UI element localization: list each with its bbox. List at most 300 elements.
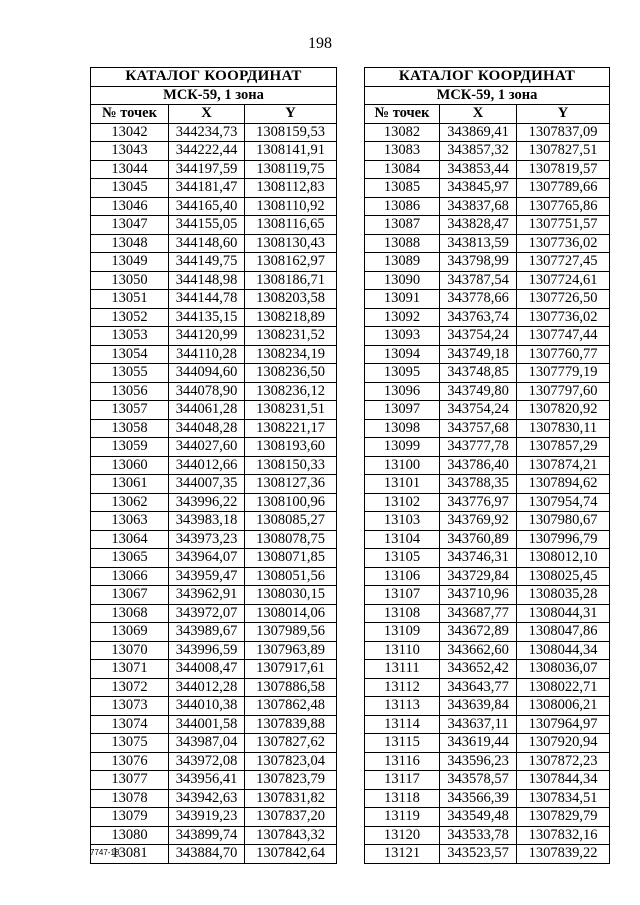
cell-y: 1307964,97	[517, 715, 610, 734]
cell-point-number: 13068	[91, 604, 169, 623]
cell-point-number: 13092	[365, 308, 440, 327]
table-row	[365, 567, 610, 586]
cell-x: 344110,28	[169, 345, 245, 364]
cell-y: 1307834,51	[517, 789, 610, 808]
cell-x: 344008,47	[169, 660, 245, 679]
table-row	[91, 512, 337, 531]
table-row	[365, 512, 610, 531]
table-row	[91, 808, 337, 827]
cell-y: 1308236,50	[245, 364, 337, 383]
cell-point-number: 13098	[365, 419, 440, 438]
column-header-point-number: № точек	[91, 105, 169, 124]
cell-x: 343760,89	[440, 530, 517, 549]
table-row	[365, 456, 610, 475]
table-row	[365, 549, 610, 568]
table-row	[365, 216, 610, 235]
cell-point-number: 13046	[91, 197, 169, 216]
cell-x: 344144,78	[169, 290, 245, 309]
cell-y: 1307831,82	[245, 789, 337, 808]
cell-x: 344027,60	[169, 438, 245, 457]
cell-x: 343672,89	[440, 623, 517, 642]
table-row	[365, 493, 610, 512]
cell-point-number: 13093	[365, 327, 440, 346]
cell-x: 343687,77	[440, 604, 517, 623]
cell-x: 343959,47	[169, 567, 245, 586]
cell-point-number: 13106	[365, 567, 440, 586]
table-row	[91, 197, 337, 216]
table-row	[365, 752, 610, 771]
cell-point-number: 13083	[365, 142, 440, 161]
cell-point-number: 13075	[91, 734, 169, 753]
cell-x: 343983,18	[169, 512, 245, 531]
cell-y: 1307736,02	[517, 234, 610, 253]
cell-x: 343973,23	[169, 530, 245, 549]
cell-point-number: 13111	[365, 660, 440, 679]
table-row	[91, 234, 337, 253]
cell-y: 1308159,53	[245, 123, 337, 142]
cell-x: 343777,78	[440, 438, 517, 457]
cell-point-number: 13058	[91, 419, 169, 438]
cell-y: 1307839,88	[245, 715, 337, 734]
cell-y: 1308014,06	[245, 604, 337, 623]
cell-point-number: 13079	[91, 808, 169, 827]
cell-y: 1308193,60	[245, 438, 337, 457]
table-row	[91, 789, 337, 808]
cell-x: 343566,39	[440, 789, 517, 808]
cell-x: 343729,84	[440, 567, 517, 586]
table-row	[91, 660, 337, 679]
cell-x: 344048,28	[169, 419, 245, 438]
cell-y: 1307954,74	[517, 493, 610, 512]
cell-point-number: 13074	[91, 715, 169, 734]
cell-x: 344001,58	[169, 715, 245, 734]
table-row	[91, 123, 337, 142]
cell-point-number: 13053	[91, 327, 169, 346]
cell-point-number: 13118	[365, 789, 440, 808]
cell-point-number: 13042	[91, 123, 169, 142]
cell-point-number: 13087	[365, 216, 440, 235]
cell-x: 343754,24	[440, 327, 517, 346]
table-row	[91, 771, 337, 790]
table-row	[365, 678, 610, 697]
cell-point-number: 13048	[91, 234, 169, 253]
cell-x: 343989,67	[169, 623, 245, 642]
cell-point-number: 13086	[365, 197, 440, 216]
cell-y: 1307832,16	[517, 826, 610, 845]
cell-point-number: 13052	[91, 308, 169, 327]
table-row	[91, 623, 337, 642]
cell-x: 344165,40	[169, 197, 245, 216]
table-row	[365, 419, 610, 438]
cell-point-number: 13054	[91, 345, 169, 364]
cell-y: 1308234,19	[245, 345, 337, 364]
table-row	[91, 604, 337, 623]
cell-x: 343763,74	[440, 308, 517, 327]
cell-point-number: 13095	[365, 364, 440, 383]
cell-x: 343637,11	[440, 715, 517, 734]
cell-y: 1308036,07	[517, 660, 610, 679]
cell-point-number: 13112	[365, 678, 440, 697]
cell-y: 1307843,32	[245, 826, 337, 845]
catalog-subtitle: МСК-59, 1 зона	[365, 86, 610, 105]
cell-x: 343578,57	[440, 771, 517, 790]
cell-y: 1307823,79	[245, 771, 337, 790]
cell-point-number: 13064	[91, 530, 169, 549]
table-row	[91, 160, 337, 179]
cell-x: 343787,54	[440, 271, 517, 290]
catalog-subtitle: МСК-59, 1 зона	[91, 86, 337, 105]
table-row	[91, 752, 337, 771]
cell-y: 1308051,56	[245, 567, 337, 586]
table-row	[91, 826, 337, 845]
table-row	[91, 715, 337, 734]
cell-x: 343710,96	[440, 586, 517, 605]
cell-point-number: 13120	[365, 826, 440, 845]
catalog-title: КАТАЛОГ КООРДИНАТ	[365, 68, 610, 87]
cell-point-number: 13089	[365, 253, 440, 272]
cell-y: 1308150,33	[245, 456, 337, 475]
cell-x: 344012,66	[169, 456, 245, 475]
cell-y: 1307751,57	[517, 216, 610, 235]
table-row	[365, 808, 610, 827]
cell-y: 1307837,20	[245, 808, 337, 827]
cell-x: 343837,68	[440, 197, 517, 216]
table-row	[365, 142, 610, 161]
cell-x: 343596,23	[440, 752, 517, 771]
cell-x: 343757,68	[440, 419, 517, 438]
cell-y: 1307823,04	[245, 752, 337, 771]
cell-point-number: 13121	[365, 845, 440, 864]
table-row	[91, 364, 337, 383]
cell-y: 1308044,34	[517, 641, 610, 660]
cell-y: 1308110,92	[245, 197, 337, 216]
table-row	[91, 308, 337, 327]
cell-y: 1308162,97	[245, 253, 337, 272]
cell-y: 1308218,89	[245, 308, 337, 327]
cell-point-number: 13090	[365, 271, 440, 290]
table-row	[91, 216, 337, 235]
cell-x: 344148,98	[169, 271, 245, 290]
table-row	[365, 308, 610, 327]
table-row	[365, 475, 610, 494]
cell-x: 343746,31	[440, 549, 517, 568]
table-row	[91, 382, 337, 401]
cell-x: 344197,59	[169, 160, 245, 179]
table-row	[365, 586, 610, 605]
cell-point-number: 13113	[365, 697, 440, 716]
cell-point-number: 13072	[91, 678, 169, 697]
cell-point-number: 13088	[365, 234, 440, 253]
cell-point-number: 13050	[91, 271, 169, 290]
cell-x: 343869,41	[440, 123, 517, 142]
cell-y: 1307830,11	[517, 419, 610, 438]
column-header-y: Y	[245, 105, 337, 124]
cell-y: 1307779,19	[517, 364, 610, 383]
cell-y: 1307724,61	[517, 271, 610, 290]
cell-point-number: 13104	[365, 530, 440, 549]
cell-point-number: 13081	[91, 845, 169, 864]
table-row	[365, 530, 610, 549]
cell-y: 1307837,09	[517, 123, 610, 142]
table-row	[365, 826, 610, 845]
cell-y: 1308035,28	[517, 586, 610, 605]
document-code: 7747-18	[90, 848, 120, 857]
cell-y: 1307747,44	[517, 327, 610, 346]
table-row	[365, 197, 610, 216]
cell-point-number: 13091	[365, 290, 440, 309]
table-row	[91, 549, 337, 568]
cell-point-number: 13051	[91, 290, 169, 309]
cell-point-number: 13078	[91, 789, 169, 808]
cell-x: 344149,75	[169, 253, 245, 272]
cell-y: 1308221,17	[245, 419, 337, 438]
table-row	[365, 345, 610, 364]
cell-x: 344094,60	[169, 364, 245, 383]
page-number: 198	[308, 35, 332, 52]
cell-y: 1308078,75	[245, 530, 337, 549]
cell-y: 1307920,94	[517, 734, 610, 753]
cell-y: 1308112,83	[245, 179, 337, 198]
cell-y: 1307996,79	[517, 530, 610, 549]
table-row	[365, 438, 610, 457]
cell-y: 1307765,86	[517, 197, 610, 216]
cell-point-number: 13066	[91, 567, 169, 586]
cell-y: 1308006,21	[517, 697, 610, 716]
cell-x: 343619,44	[440, 734, 517, 753]
table-row	[365, 253, 610, 272]
cell-y: 1308030,15	[245, 586, 337, 605]
table-row	[365, 401, 610, 420]
table-row	[91, 438, 337, 457]
table-row	[91, 179, 337, 198]
cell-y: 1307874,21	[517, 456, 610, 475]
table-row	[365, 660, 610, 679]
cell-y: 1308119,75	[245, 160, 337, 179]
table-row	[365, 234, 610, 253]
cell-y: 1307827,51	[517, 142, 610, 161]
table-row	[91, 697, 337, 716]
cell-point-number: 13060	[91, 456, 169, 475]
cell-y: 1307789,66	[517, 179, 610, 198]
coordinate-catalog-table-right	[364, 67, 610, 864]
cell-y: 1308231,51	[245, 401, 337, 420]
cell-point-number: 13059	[91, 438, 169, 457]
column-header-point-number: № точек	[365, 105, 440, 124]
cell-point-number: 13047	[91, 216, 169, 235]
table-row	[365, 641, 610, 660]
cell-point-number: 13114	[365, 715, 440, 734]
table-row	[91, 475, 337, 494]
table-row	[91, 678, 337, 697]
table-row	[365, 771, 610, 790]
cell-x: 343754,24	[440, 401, 517, 420]
cell-point-number: 13107	[365, 586, 440, 605]
cell-x: 343643,77	[440, 678, 517, 697]
cell-y: 1307844,34	[517, 771, 610, 790]
cell-y: 1308231,52	[245, 327, 337, 346]
cell-y: 1308127,36	[245, 475, 337, 494]
cell-x: 343972,08	[169, 752, 245, 771]
table-row	[365, 623, 610, 642]
coordinate-catalog-table-left	[90, 67, 337, 864]
cell-y: 1307797,60	[517, 382, 610, 401]
cell-y: 1308100,96	[245, 493, 337, 512]
cell-x: 343749,80	[440, 382, 517, 401]
table-row	[91, 142, 337, 161]
cell-point-number: 13085	[365, 179, 440, 198]
table-row	[91, 493, 337, 512]
cell-y: 1308186,71	[245, 271, 337, 290]
cell-y: 1307819,57	[517, 160, 610, 179]
cell-x: 343662,60	[440, 641, 517, 660]
cell-point-number: 13073	[91, 697, 169, 716]
cell-x: 343778,66	[440, 290, 517, 309]
cell-point-number: 13057	[91, 401, 169, 420]
cell-point-number: 13077	[91, 771, 169, 790]
cell-y: 1307963,89	[245, 641, 337, 660]
catalog-title: КАТАЛОГ КООРДИНАТ	[91, 68, 337, 87]
cell-x: 344120,99	[169, 327, 245, 346]
cell-x: 344234,73	[169, 123, 245, 142]
cell-x: 344222,44	[169, 142, 245, 161]
cell-y: 1307760,77	[517, 345, 610, 364]
cell-point-number: 13084	[365, 160, 440, 179]
cell-point-number: 13097	[365, 401, 440, 420]
cell-x: 343786,40	[440, 456, 517, 475]
cell-point-number: 13043	[91, 142, 169, 161]
cell-y: 1307842,64	[245, 845, 337, 864]
cell-x: 343996,59	[169, 641, 245, 660]
table-row	[365, 715, 610, 734]
cell-x: 344148,60	[169, 234, 245, 253]
column-header-y: Y	[517, 105, 610, 124]
cell-y: 1308071,85	[245, 549, 337, 568]
cell-point-number: 13065	[91, 549, 169, 568]
cell-x: 344078,90	[169, 382, 245, 401]
cell-point-number: 13115	[365, 734, 440, 753]
cell-x: 344012,28	[169, 678, 245, 697]
cell-y: 1307820,92	[517, 401, 610, 420]
cell-point-number: 13056	[91, 382, 169, 401]
table-row	[365, 789, 610, 808]
cell-y: 1307980,67	[517, 512, 610, 531]
cell-x: 344007,35	[169, 475, 245, 494]
cell-x: 343996,22	[169, 493, 245, 512]
cell-point-number: 13076	[91, 752, 169, 771]
cell-y: 1308236,12	[245, 382, 337, 401]
cell-x: 343964,07	[169, 549, 245, 568]
cell-y: 1307736,02	[517, 308, 610, 327]
cell-x: 343987,04	[169, 734, 245, 753]
cell-point-number: 13103	[365, 512, 440, 531]
cell-point-number: 13063	[91, 512, 169, 531]
cell-x: 343828,47	[440, 216, 517, 235]
cell-y: 1307894,62	[517, 475, 610, 494]
cell-y: 1308130,43	[245, 234, 337, 253]
table-row	[365, 364, 610, 383]
table-row	[365, 604, 610, 623]
cell-y: 1307827,62	[245, 734, 337, 753]
cell-point-number: 13102	[365, 493, 440, 512]
cell-point-number: 13105	[365, 549, 440, 568]
cell-y: 1307989,56	[245, 623, 337, 642]
cell-point-number: 13044	[91, 160, 169, 179]
cell-point-number: 13067	[91, 586, 169, 605]
cell-y: 1308047,86	[517, 623, 610, 642]
cell-x: 344155,05	[169, 216, 245, 235]
cell-x: 343853,44	[440, 160, 517, 179]
table-row	[91, 456, 337, 475]
cell-y: 1308141,91	[245, 142, 337, 161]
cell-x: 343523,57	[440, 845, 517, 864]
table-row	[365, 179, 610, 198]
cell-x: 343776,97	[440, 493, 517, 512]
cell-y: 1307727,45	[517, 253, 610, 272]
cell-point-number: 13117	[365, 771, 440, 790]
cell-y: 1307872,23	[517, 752, 610, 771]
table-row	[91, 530, 337, 549]
cell-y: 1308116,65	[245, 216, 337, 235]
cell-y: 1308044,31	[517, 604, 610, 623]
table-row	[91, 734, 337, 753]
cell-point-number: 13094	[365, 345, 440, 364]
cell-point-number: 13096	[365, 382, 440, 401]
table-row	[91, 641, 337, 660]
cell-x: 343857,32	[440, 142, 517, 161]
cell-x: 343749,18	[440, 345, 517, 364]
table-row	[91, 419, 337, 438]
table-row	[365, 271, 610, 290]
cell-y: 1307886,58	[245, 678, 337, 697]
cell-x: 343942,63	[169, 789, 245, 808]
cell-y: 1308012,10	[517, 549, 610, 568]
cell-x: 343919,23	[169, 808, 245, 827]
cell-y: 1307829,79	[517, 808, 610, 827]
cell-y: 1307917,61	[245, 660, 337, 679]
cell-point-number: 13109	[365, 623, 440, 642]
cell-x: 344010,38	[169, 697, 245, 716]
cell-x: 343798,99	[440, 253, 517, 272]
cell-x: 344061,28	[169, 401, 245, 420]
table-row	[91, 253, 337, 272]
cell-x: 343549,48	[440, 808, 517, 827]
cell-x: 344135,15	[169, 308, 245, 327]
table-row	[91, 845, 337, 864]
cell-x: 343788,35	[440, 475, 517, 494]
cell-point-number: 13110	[365, 641, 440, 660]
cell-x: 343962,91	[169, 586, 245, 605]
cell-point-number: 13101	[365, 475, 440, 494]
table-row	[365, 382, 610, 401]
table-row	[365, 327, 610, 346]
table-row	[365, 697, 610, 716]
cell-point-number: 13070	[91, 641, 169, 660]
cell-x: 344181,47	[169, 179, 245, 198]
cell-point-number: 13055	[91, 364, 169, 383]
cell-y: 1308203,58	[245, 290, 337, 309]
cell-x: 343972,07	[169, 604, 245, 623]
table-row	[91, 401, 337, 420]
cell-y: 1307839,22	[517, 845, 610, 864]
cell-x: 343813,59	[440, 234, 517, 253]
table-row	[91, 345, 337, 364]
cell-point-number: 13099	[365, 438, 440, 457]
cell-point-number: 13061	[91, 475, 169, 494]
cell-x: 343769,92	[440, 512, 517, 531]
cell-y: 1307862,48	[245, 697, 337, 716]
cell-point-number: 13045	[91, 179, 169, 198]
table-row	[365, 290, 610, 309]
